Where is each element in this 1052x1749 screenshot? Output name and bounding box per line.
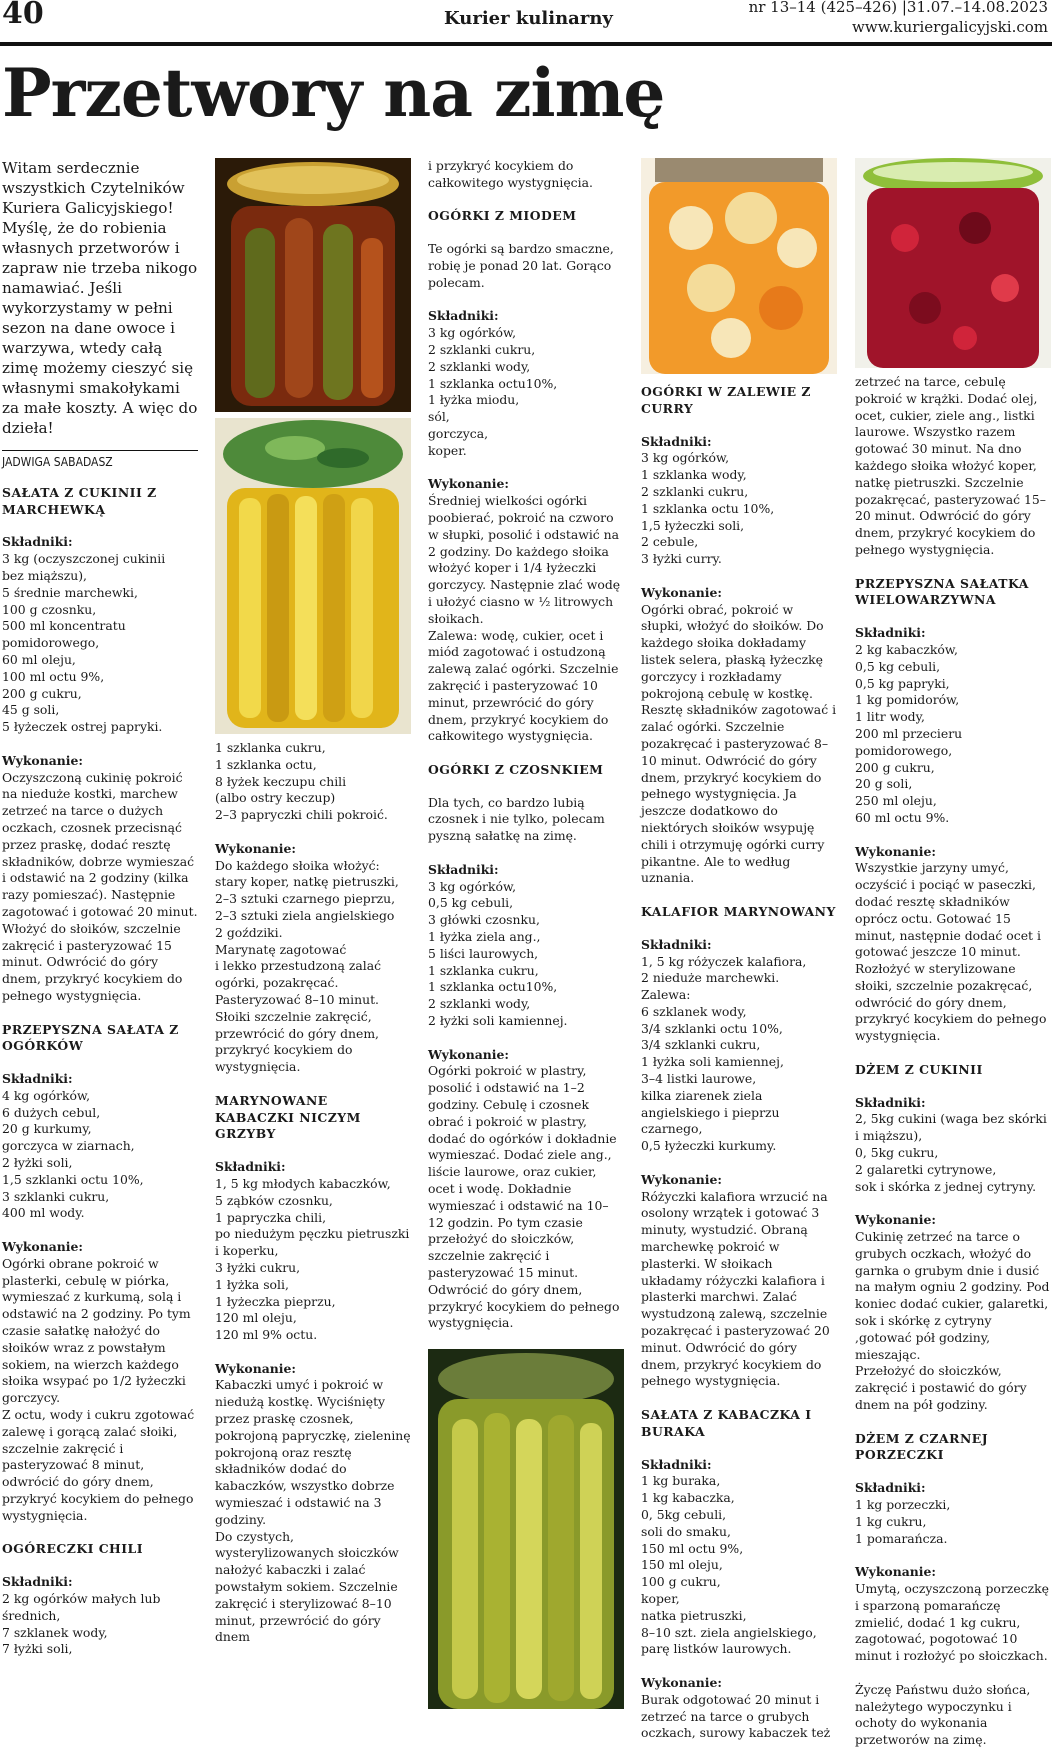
ingredients-label: Składniki: (855, 1480, 926, 1496)
method-text: zetrzeć na tarce, cebulę pokroić w krążki. Dodać olej, ocet, cukier, ziele ang., listki laurowe. Wszystko razem gotować 30 minut. Na dno każdego słoika włożyć koper, natkę pietruszki. Szczelnie pozakręcać, pasteryzować 15–20 minut. Odwrócić do góry dnem, przykryć kocykiem do pełnego wystygnięcia. (855, 374, 1046, 557)
issue-info: nr 13–14 (425–426) |31.07.–14.08.2023 (748, 0, 1048, 16)
header-rule (0, 42, 1052, 46)
ingredients-label: Składniki: (2, 1071, 73, 1087)
ingredients-label: Składniki: (641, 433, 712, 449)
column-1 (2, 158, 198, 1657)
method-text: Ogórki obrane pokroić w plasterki, cebulę w piórka, wymieszać z kurkumą, solą i odstawić na 2 godziny. Po tym czasie sałatkę nałożyć do słoików wraz z powstałym sokiem, na wierzch każdego słoika wsypać po 1/2 łyżeczki gorczycy. Z octu, wody i cukru zgotować zalewę i gorącą zalać słoiki, szczelnie zakręcić i pasteryzować 8 minut, odwrócić do góry dnem, przykryć kocykiem do pełnego wystygnięcia. (2, 1255, 195, 1523)
closing-text: Życzę Państwu dużo słońca, należytego wypoczynku i ochoty do wykonania przetworów na zimę. (855, 1681, 1031, 1748)
recipe-title: PRZEPYSZNA SAŁATA Z OGÓRKÓW (2, 1021, 179, 1054)
website-link[interactable]: www.kuriergalicyjski.com (852, 18, 1048, 36)
method-text: Ogórki obrać, pokroić w słupki, włożyć do słoików. Do każdego słoika dokładamy listek selera, płaską łyżeczkę gorczycy i rozkładamy pokrojoną cebulę w kostkę. Resztę składników zagotować i zalać ogórki. Szczelnie pozakręcać i pasteryzować 8–10 minut. Odwrócić do góry dnem, przykryć kocykiem do pełnego wystygnięcia. Ja jeszcze dodatkowo do niektórych słoików wsypuję chili i otrzymuję ogórki curry pikantne. Ale to według uznania. (641, 601, 837, 886)
ingredients-label: Składniki: (855, 625, 926, 641)
ingredients-label: Składniki: (215, 1159, 286, 1175)
column-5 (855, 158, 1051, 1748)
ingredients-list: 2, 5kg cukini (waga bez skórki i miąższu), 0, 5kg cukru, 2 galaretki cytrynowe, sok i skórka z jednej cytryny. (855, 1111, 1047, 1194)
method-text: Różyczki kalafiora wrzucić na osolony wrzątek i gotować 3 minuty, wystudzić. Obraną marchewkę pokroić w plasterki. W słoikach układamy różyczki kalafiora i plasterki marchwi. Zalać wystudzoną zalewą, szczelnie pozakręcać i pasteryzować 20 minut. Odwrócić do góry dnem, przykryć kocykiem do pełnego wystygnięcia. (641, 1188, 830, 1389)
article-title: Przetwory na zimę (2, 54, 665, 132)
method-label: Wykonanie: (428, 476, 509, 492)
recipe-title: SAŁATA Z KABACZKA I BURAKA (641, 1407, 812, 1439)
ingredients-label: Składniki: (855, 1094, 926, 1110)
recipe-note: Dla tych, co bardzo lubią czosnek i nie tylko, polecam pyszną sałatkę na zimę. (428, 794, 605, 844)
intro-text: Witam serdecznie wszystkich Czytelników Kuriera Galicyjskiego! Myślę, że do robienia własnych przetworów i zapraw nie trzeba nikogo namawiać. Jeśli wykorzystamy w pełni sezon na dane owoce i warzywa, wtedy całą zimę możemy cieszyć się własnymi smakołykami za małe koszty. A więc do dzieła! (2, 159, 198, 437)
ingredients-list: 2 kg kabaczków, 0,5 kg cebuli, 0,5 kg papryki, 1 kg pomidorów, 1 litr wody, 200 ml przecieru pomidorowego, 200 g cukru, 20 g soli, 250 ml oleju, 60 ml octu 9%. (855, 641, 963, 825)
ingredients-list: 3 kg ogórków, 0,5 kg cebuli, 3 główki czosnku, 1 łyżka ziela ang., 5 liści laurowych, 1 szklanka cukru, 1 szklanka octu10%, 2 szklanki wody, 2 łyżki soli kamiennej. (428, 878, 568, 1029)
recipe-title: DŻEM Z CZARNEJ PORZECZKI (855, 1430, 989, 1463)
ingredients-list: 1, 5 kg młodych kabaczków, 5 ząbków czosnku, 1 papryczka chili, po niedużym pęczku pietruszki i koperku, 3 łyżki cukru, 1 łyżka soli, 1 łyżeczka pieprzu, 120 ml oleju, 120 ml 9% octu. (215, 1175, 410, 1343)
photo-green-pickles-jar (428, 1349, 624, 1709)
method-label: Wykonanie: (641, 1674, 722, 1690)
ingredients-label: Składniki: (641, 1456, 712, 1472)
method-label: Wykonanie: (428, 1046, 509, 1062)
recipe-title: OGÓRKI Z MIODEM (428, 208, 577, 224)
recipe-title: DŻEM Z CUKINII (855, 1061, 983, 1077)
ingredients-list: 4 kg ogórków, 6 dużych cebul, 20 g kurkumy, gorczyca w ziarnach, 2 łyżki soli, 1,5 szklanki octu 10%, 3 szklanki cukru, 400 ml wody. (2, 1087, 144, 1221)
author-byline: JADWIGA SABADASZ (2, 450, 198, 471)
recipe-title: OGÓRECZKI CHILI (2, 1541, 144, 1557)
ingredients-list: 1 kg porzeczki, 1 kg cukru, 1 pomarańcza. (855, 1497, 951, 1546)
method-label: Wykonanie: (855, 1564, 936, 1580)
photo-cauliflower-jar (641, 158, 837, 374)
method-label: Wykonanie: (855, 1212, 936, 1228)
ingredients-list: 2 kg ogórków małych lub średnich, 7 szklanek wody, 7 łyżki soli, (2, 1591, 161, 1657)
method-label: Wykonanie: (215, 840, 296, 856)
method-text: Cukinię zetrzeć na tarce o grubych oczkach, włożyć do garnka o grubym dnie i dusić na małym ogniu 2 godziny. Pod koniec dodać cukier, galaretki, sok i skórkę z cytryny ,gotować pół godziny, mieszając. Przełożyć do słoiczków, zakręcić i postawić do góry dnem na pół godziny. (855, 1229, 1050, 1413)
method-label: Wykonanie: (2, 752, 83, 768)
ingredients-label: Składniki: (2, 534, 73, 550)
recipe-title: MARYNOWANE KABACZKI NICZYM GRZYBY (215, 1092, 361, 1142)
method-label: Wykonanie: (641, 1171, 722, 1187)
page-number: 40 (2, 0, 44, 31)
ingredients-label: Składniki: (428, 308, 499, 324)
recipe-title: PRZEPYSZNA SAŁATKA WIELOWARZYWNA (855, 575, 1029, 608)
method-label: Wykonanie: (215, 1360, 296, 1376)
method-text: Umytą, oczyszczoną porzeczkę i sparzoną pomarańczę zmielić, dodać 1 kg cukru, zagotować, pogotować 10 minut i rozłożyć po słoiczkach. (855, 1580, 1049, 1664)
method-text: Średniej wielkości ogórki poobierać, pokroić na czworo w słupki, posolić i odstawić na 2 godziny. Do każdego słoika włożyć koper i 1/4 łyżeczki gorczycy. Następnie zlać wodę i ułożyć ciasno w ½ litrowych słoikach. Zalewa: wodę, cukier, ocet i miód zagotować i ostudzoną zalewą zalać ogórki. Szczelnie zakręcić i pasteryzować 10 minut, przewrócić do góry dnem, przykryć kocykiem do całkowitego wystygnięcia. (428, 493, 621, 744)
column-2 (215, 158, 411, 1645)
ingredients-label: Składniki: (641, 936, 712, 952)
method-text: i przykryć kocykiem do całkowitego wystygnięcia. (428, 158, 593, 190)
method-text: Wszystkie jarzyny umyć, oczyścić i pociąć w paseczki, dodać resztę składników oprócz octu. Gotować 15 minut, następnie dodać ocet i gotować jeszcze 10 minut. Rozłożyć w sterylizowane słoiki, szczelnie pozakręcać, odwrócić do góry dnem, przykryć kocykiem do pełnego wystygnięcia. (855, 860, 1047, 1044)
recipe-note: Te ogórki są bardzo smaczne, robię je ponad 20 lat. Gorąco polecam. (428, 241, 614, 290)
method-text: Oczyszczoną cukinię pokroić na nieduże kostki, marchew zetrzeć na tarce o dużych oczkach, czosnek przecisnąć przez praskę, dodać resztę składników, dobrze wymieszać i odstawić na 2 godziny (kilka razy pomieszać). Następnie zagotować i gotować 20 minut. Włożyć do słoików, szczelnie zakręcić i pasteryzować 15 minut. Odwrócić do góry dnem, przykryć kocykiem do pełnego wystygnięcia. (2, 769, 198, 1003)
ingredients-list: 3 kg ogórków, 2 szklanki cukru, 2 szklanki wody, 1 szklanka octu10%, 1 łyżka miodu, sól, gorczyca, koper. (428, 325, 558, 458)
ingredients-list: 1, 5 kg różyczek kalafiora, 2 nieduże marchewki. Zalewa: 6 szklanek wody, 3/4 szklanki octu 10%, 3/4 szklanki cukru, 1 łyżka soli kamiennej, 3–4 listki laurowe, kilka ziarenek ziela angielskiego i pieprzu czarnego, 0,5 łyżeczki kurkumy. (641, 953, 807, 1154)
ingredients-list: 3 kg ogórków, 1 szklanka wody, 2 szklanki cukru, 1 szklanka octu 10%, 1,5 łyżeczki soli, 2 cebule, 3 łyżki curry. (641, 450, 775, 567)
column-3 (428, 158, 624, 1636)
ingredients-label: Składniki: (2, 1574, 73, 1590)
recipe-title: OGÓRKI W ZALEWIE Z CURRY (641, 384, 811, 416)
recipe-title: OGÓRKI Z CZOSNKIEM (428, 761, 604, 777)
ingredients-label: Składniki: (428, 861, 499, 877)
method-label: Wykonanie: (855, 843, 936, 859)
method-text: Burak odgotować 20 minut i zetrzeć na tarce o grubych oczkach, surowy kabaczek też (641, 1691, 831, 1741)
method-text: Ogórki pokroić w plastry, posolić i odstawić na 1–2 godziny. Cebulę i czosnek obrać i pokroić w plastry, dodać do ogórków i dokładnie wymieszać. Dodać ziele ang., liście laurowe, oraz cukier, ocet i wodę. Dokładnie wymieszać i odstawić na 10–12 godzin. Po tym czasie przełożyć do słoiczków, szczelnie zakręcić i pasteryzować 15 minut. Odwrócić do góry dnem, przykryć kocykiem do pełnego wystygnięcia. (428, 1063, 620, 1331)
photo-yellow-cucumbers-jar (215, 418, 411, 734)
recipe-title: SAŁATA Z CUKINII Z MARCHEWKĄ (2, 484, 157, 517)
method-text: Do każdego słoika włożyć: stary koper, natkę pietruszki, 2–3 sztuki czarnego pieprzu, 2–3 sztuki ziela angielskiego 2 goździki. Marynatę zagotować i lekko przestudzoną zalać ogórki, pozakręcać. Pasteryzować 8–10 minut. Słoiki szczelnie zakręcić, przewrócić do góry dnem, przykryć kocykiem do wystygnięcia. (215, 857, 399, 1075)
column-4 (641, 158, 837, 1741)
ingredients-list: 1 kg buraka, 1 kg kabaczka, 0, 5kg cebuli, soli do smaku, 150 ml octu 9%, 150 ml oleju, 100 g cukru, koper, natka pietruszki, 8–10 szt. ziela angielskiego, parę listków laurowych. (641, 1473, 817, 1657)
section-name: Kurier kulinarny (444, 8, 613, 29)
method-label: Wykonanie: (2, 1239, 83, 1255)
ingredients-list: 1 szklanka cukru, 1 szklanka octu, 8 łyżek keczupu chili (albo ostry keczup) 2–3 papryczki chili pokroić. (215, 740, 388, 823)
photo-beet-salad-jar (855, 158, 1051, 368)
method-text: Kabaczki umyć i pokroić w niedużą kostkę. Wyciśnięty przez praskę czosnek, pokrojoną papryczkę, zieleninę pokrojoną oraz resztę składników dodać do kabaczków, wszystko dobrze wymieszać i odstawić na 3 godziny. Do czystych, wysterylizowanych słoiczków nałożyć kabaczki i zalać powstałym sokiem. Szczelnie zakręcić i sterylizować 8–10 minut, przewrócić do góry dnem (215, 1377, 411, 1645)
recipe-title: KALAFIOR MARYNOWANY (641, 903, 836, 919)
method-label: Wykonanie: (641, 584, 722, 600)
ingredients-list: 3 kg (oczyszczonej cukinii bez miąższu), 5 średnie marchewki, 100 g czosnku, 500 ml koncentratu pomidorowego, 60 ml oleju, 100 ml octu 9%, 200 g cukru, 45 g soli, 5 łyżeczek ostrej papryki. (2, 551, 166, 735)
photo-pickled-cucumbers-red-jar (215, 158, 411, 412)
